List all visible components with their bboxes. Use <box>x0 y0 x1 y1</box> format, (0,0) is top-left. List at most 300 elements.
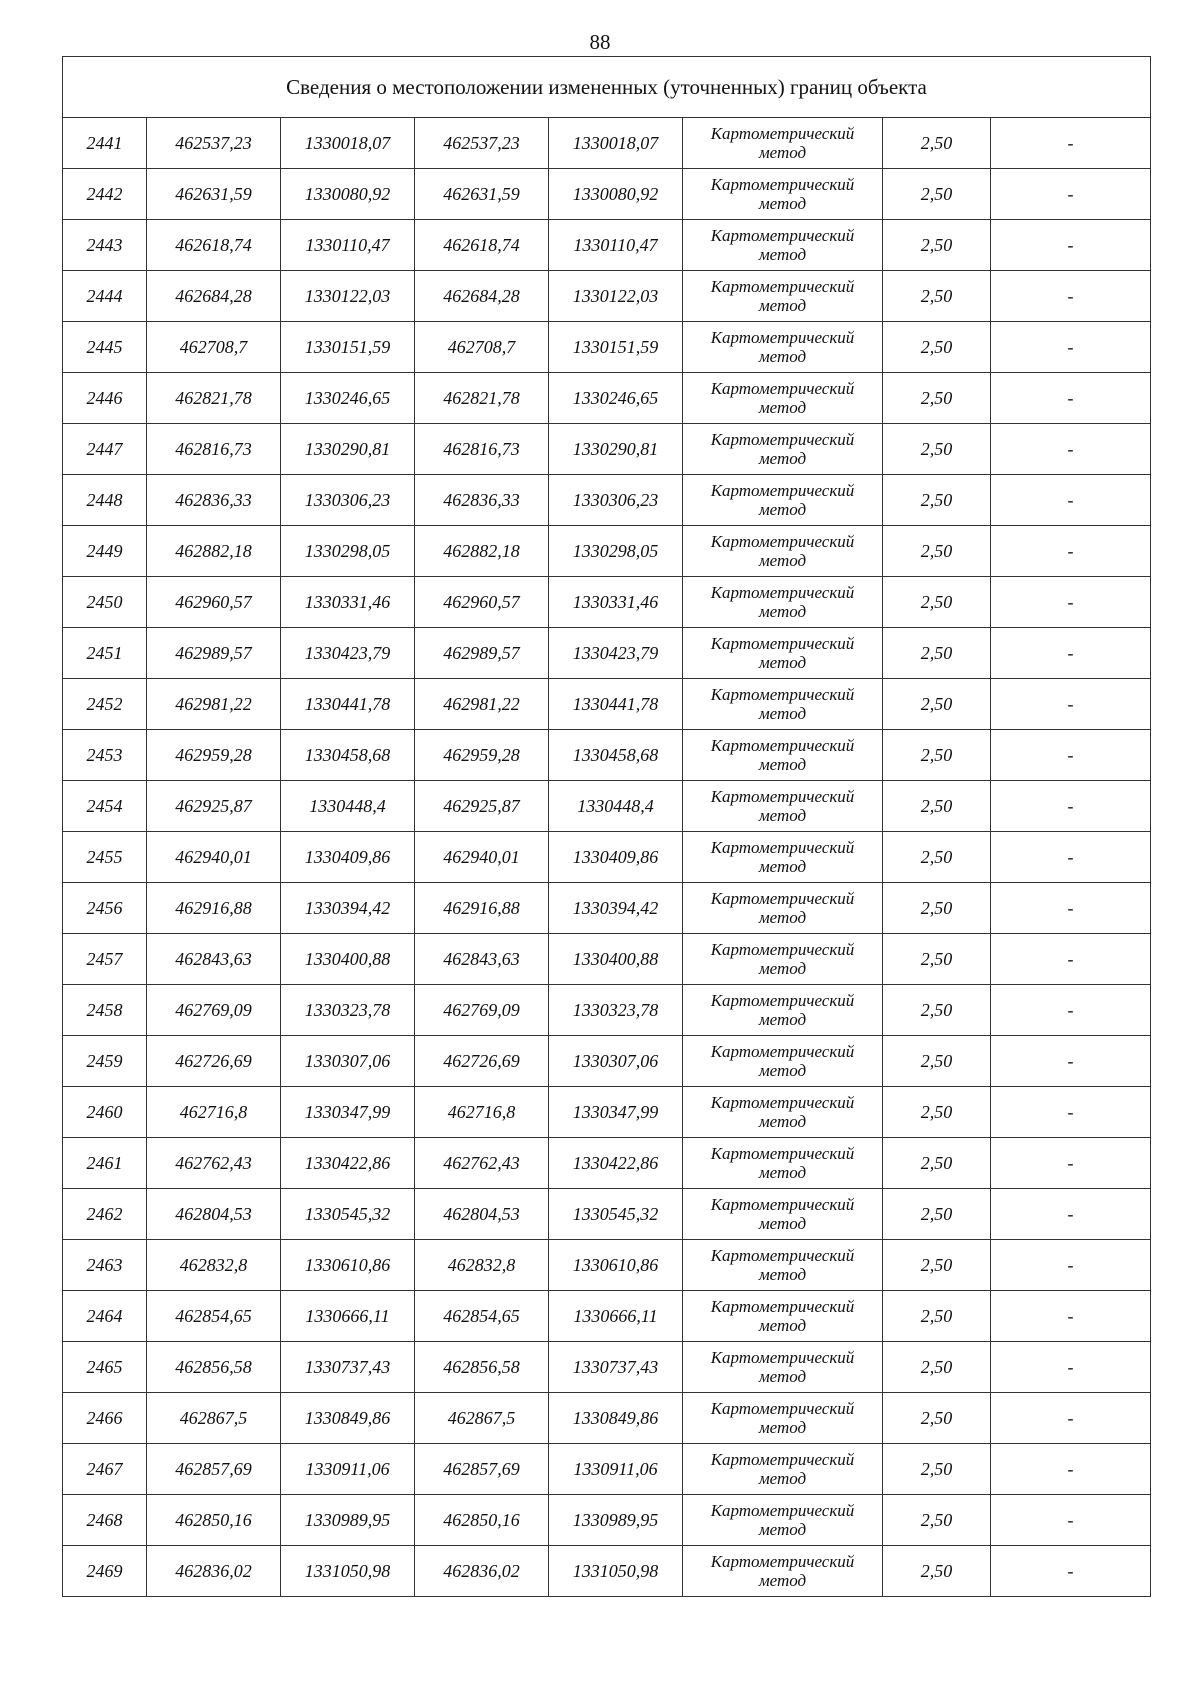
note-cell: - <box>991 1138 1151 1189</box>
refined-x-cell: 462684,28 <box>415 271 549 322</box>
existing-x-cell: 462850,16 <box>147 1495 281 1546</box>
method-cell <box>683 220 883 271</box>
existing-y-cell: 1330448,4 <box>281 781 415 832</box>
existing-y-cell: 1330737,43 <box>281 1342 415 1393</box>
refined-y-cell: 1330423,79 <box>549 628 683 679</box>
table-row <box>63 679 1151 730</box>
method-line-2: метод <box>758 602 807 621</box>
table-row <box>63 424 1151 475</box>
method-cell <box>683 577 883 628</box>
existing-x-cell: 462684,28 <box>147 271 281 322</box>
table-row <box>63 1342 1151 1393</box>
existing-y-cell: 1330080,92 <box>281 169 415 220</box>
table-title: Сведения о местоположении измененных (уточненных) границ объекта <box>63 57 1151 118</box>
method-line-1: Картометрический <box>710 787 855 806</box>
method-line-2: метод <box>758 1520 807 1539</box>
existing-x-cell: 462821,78 <box>147 373 281 424</box>
point-number-cell: 2456 <box>63 883 147 934</box>
table-row <box>63 526 1151 577</box>
method-line-2: метод <box>758 347 807 366</box>
note-cell: - <box>991 1087 1151 1138</box>
point-number-cell: 2454 <box>63 781 147 832</box>
point-number-cell: 2445 <box>63 322 147 373</box>
method-line-2: метод <box>758 704 807 723</box>
refined-y-cell: 1330610,86 <box>549 1240 683 1291</box>
method-cell <box>683 883 883 934</box>
existing-y-cell: 1330422,86 <box>281 1138 415 1189</box>
existing-y-cell: 1330122,03 <box>281 271 415 322</box>
existing-y-cell: 1330290,81 <box>281 424 415 475</box>
refined-x-cell: 462857,69 <box>415 1444 549 1495</box>
refined-y-cell: 1330080,92 <box>549 169 683 220</box>
refined-y-cell: 1330110,47 <box>549 220 683 271</box>
existing-x-cell: 462716,8 <box>147 1087 281 1138</box>
accuracy-cell: 2,50 <box>883 271 991 322</box>
method-cell <box>683 373 883 424</box>
accuracy-cell: 2,50 <box>883 1495 991 1546</box>
existing-x-cell: 462804,53 <box>147 1189 281 1240</box>
method-cell <box>683 832 883 883</box>
refined-x-cell: 462981,22 <box>415 679 549 730</box>
refined-y-cell: 1330545,32 <box>549 1189 683 1240</box>
table-row <box>63 934 1151 985</box>
refined-x-cell: 462850,16 <box>415 1495 549 1546</box>
existing-x-cell: 462816,73 <box>147 424 281 475</box>
accuracy-cell: 2,50 <box>883 832 991 883</box>
method-cell <box>683 475 883 526</box>
existing-y-cell: 1330151,59 <box>281 322 415 373</box>
accuracy-cell: 2,50 <box>883 526 991 577</box>
existing-x-cell: 462769,09 <box>147 985 281 1036</box>
existing-y-cell: 1330246,65 <box>281 373 415 424</box>
table-row <box>63 883 1151 934</box>
point-number-cell: 2442 <box>63 169 147 220</box>
table-row <box>63 322 1151 373</box>
method-line-1: Картометрический <box>710 1297 855 1316</box>
accuracy-cell: 2,50 <box>883 1393 991 1444</box>
point-number-cell: 2453 <box>63 730 147 781</box>
accuracy-cell: 2,50 <box>883 934 991 985</box>
table-row <box>63 781 1151 832</box>
refined-x-cell: 462726,69 <box>415 1036 549 1087</box>
point-number-cell: 2443 <box>63 220 147 271</box>
refined-y-cell: 1330122,03 <box>549 271 683 322</box>
existing-y-cell: 1330610,86 <box>281 1240 415 1291</box>
refined-x-cell: 462856,58 <box>415 1342 549 1393</box>
existing-x-cell: 462631,59 <box>147 169 281 220</box>
refined-x-cell: 462816,73 <box>415 424 549 475</box>
point-number-cell: 2447 <box>63 424 147 475</box>
table-row <box>63 1189 1151 1240</box>
point-number-cell: 2465 <box>63 1342 147 1393</box>
method-line-1: Картометрический <box>710 532 855 551</box>
refined-y-cell: 1330737,43 <box>549 1342 683 1393</box>
method-cell <box>683 934 883 985</box>
existing-x-cell: 462832,8 <box>147 1240 281 1291</box>
method-line-2: метод <box>758 653 807 672</box>
refined-y-cell: 1330323,78 <box>549 985 683 1036</box>
point-number-cell: 2457 <box>63 934 147 985</box>
refined-x-cell: 462821,78 <box>415 373 549 424</box>
method-line-2: метод <box>758 959 807 978</box>
accuracy-cell: 2,50 <box>883 1240 991 1291</box>
method-line-1: Картометрический <box>710 1552 855 1571</box>
method-line-2: метод <box>758 1214 807 1233</box>
refined-y-cell: 1330666,11 <box>549 1291 683 1342</box>
method-line-1: Картометрический <box>710 736 855 755</box>
existing-y-cell: 1330989,95 <box>281 1495 415 1546</box>
point-number-cell: 2461 <box>63 1138 147 1189</box>
point-number-cell: 2459 <box>63 1036 147 1087</box>
method-line-1: Картометрический <box>710 226 855 245</box>
table-row <box>63 832 1151 883</box>
accuracy-cell: 2,50 <box>883 1291 991 1342</box>
point-number-cell: 2463 <box>63 1240 147 1291</box>
method-cell <box>683 781 883 832</box>
point-number-cell: 2441 <box>63 118 147 169</box>
method-line-2: метод <box>758 1265 807 1284</box>
existing-y-cell: 1330323,78 <box>281 985 415 1036</box>
accuracy-cell: 2,50 <box>883 985 991 1036</box>
point-number-cell: 2468 <box>63 1495 147 1546</box>
method-cell <box>683 1189 883 1240</box>
note-cell: - <box>991 322 1151 373</box>
accuracy-cell: 2,50 <box>883 424 991 475</box>
method-cell <box>683 1393 883 1444</box>
method-line-1: Картометрический <box>710 277 855 296</box>
method-line-1: Картометрический <box>710 889 855 908</box>
page-number: 88 <box>589 30 611 54</box>
existing-y-cell: 1330306,23 <box>281 475 415 526</box>
accuracy-cell: 2,50 <box>883 220 991 271</box>
existing-y-cell: 1330307,06 <box>281 1036 415 1087</box>
note-cell: - <box>991 628 1151 679</box>
existing-x-cell: 462708,7 <box>147 322 281 373</box>
refined-y-cell: 1330246,65 <box>549 373 683 424</box>
method-line-1: Картометрический <box>710 1450 855 1469</box>
method-cell <box>683 169 883 220</box>
method-line-2: метод <box>758 551 807 570</box>
method-line-1: Картометрический <box>710 991 855 1010</box>
note-cell: - <box>991 118 1151 169</box>
refined-x-cell: 462762,43 <box>415 1138 549 1189</box>
table-row <box>63 169 1151 220</box>
table-row <box>63 1036 1151 1087</box>
table-row <box>63 577 1151 628</box>
table-row <box>63 118 1151 169</box>
method-line-1: Картометрический <box>710 1144 855 1163</box>
note-cell: - <box>991 1036 1151 1087</box>
refined-x-cell: 462960,57 <box>415 577 549 628</box>
existing-x-cell: 462854,65 <box>147 1291 281 1342</box>
point-number-cell: 2460 <box>63 1087 147 1138</box>
method-cell <box>683 1087 883 1138</box>
method-cell <box>683 1342 883 1393</box>
method-line-1: Картометрический <box>710 940 855 959</box>
method-line-1: Картометрический <box>710 1042 855 1061</box>
method-line-2: метод <box>758 1010 807 1029</box>
method-line-2: метод <box>758 1061 807 1080</box>
table-row <box>63 985 1151 1036</box>
table-row <box>63 1444 1151 1495</box>
refined-y-cell: 1330448,4 <box>549 781 683 832</box>
existing-y-cell: 1330911,06 <box>281 1444 415 1495</box>
method-cell <box>683 1291 883 1342</box>
method-line-1: Картометрический <box>710 685 855 704</box>
method-line-1: Картометрический <box>710 379 855 398</box>
method-line-2: метод <box>758 296 807 315</box>
refined-y-cell: 1330441,78 <box>549 679 683 730</box>
note-cell: - <box>991 220 1151 271</box>
method-line-1: Картометрический <box>710 430 855 449</box>
point-number-cell: 2444 <box>63 271 147 322</box>
method-line-1: Картометрический <box>710 583 855 602</box>
refined-x-cell: 462804,53 <box>415 1189 549 1240</box>
note-cell: - <box>991 832 1151 883</box>
accuracy-cell: 2,50 <box>883 322 991 373</box>
existing-x-cell: 462843,63 <box>147 934 281 985</box>
refined-y-cell: 1330151,59 <box>549 322 683 373</box>
boundary-coordinates-table <box>62 56 1151 1597</box>
method-cell <box>683 1036 883 1087</box>
point-number-cell: 2451 <box>63 628 147 679</box>
refined-x-cell: 462716,8 <box>415 1087 549 1138</box>
point-number-cell: 2446 <box>63 373 147 424</box>
method-cell <box>683 1240 883 1291</box>
existing-x-cell: 462925,87 <box>147 781 281 832</box>
existing-y-cell: 1330110,47 <box>281 220 415 271</box>
existing-y-cell: 1330423,79 <box>281 628 415 679</box>
existing-x-cell: 462618,74 <box>147 220 281 271</box>
existing-y-cell: 1330545,32 <box>281 1189 415 1240</box>
refined-y-cell: 1330394,42 <box>549 883 683 934</box>
note-cell: - <box>991 985 1151 1036</box>
existing-y-cell: 1330400,88 <box>281 934 415 985</box>
accuracy-cell: 2,50 <box>883 577 991 628</box>
method-line-2: метод <box>758 1469 807 1488</box>
refined-x-cell: 462769,09 <box>415 985 549 1036</box>
table-row <box>63 475 1151 526</box>
point-number-cell: 2462 <box>63 1189 147 1240</box>
note-cell: - <box>991 679 1151 730</box>
table-row <box>63 1291 1151 1342</box>
existing-x-cell: 462856,58 <box>147 1342 281 1393</box>
note-cell: - <box>991 1495 1151 1546</box>
existing-y-cell: 1330331,46 <box>281 577 415 628</box>
note-cell: - <box>991 934 1151 985</box>
existing-y-cell: 1330441,78 <box>281 679 415 730</box>
existing-x-cell: 462836,33 <box>147 475 281 526</box>
note-cell: - <box>991 883 1151 934</box>
accuracy-cell: 2,50 <box>883 118 991 169</box>
existing-x-cell: 462726,69 <box>147 1036 281 1087</box>
method-line-1: Картометрический <box>710 328 855 347</box>
method-line-2: метод <box>758 245 807 264</box>
point-number-cell: 2452 <box>63 679 147 730</box>
point-number-cell: 2467 <box>63 1444 147 1495</box>
table-row <box>63 271 1151 322</box>
method-cell <box>683 1495 883 1546</box>
existing-x-cell: 462867,5 <box>147 1393 281 1444</box>
method-cell <box>683 1546 883 1597</box>
method-cell <box>683 1444 883 1495</box>
existing-y-cell: 1330394,42 <box>281 883 415 934</box>
method-line-1: Картометрический <box>710 175 855 194</box>
method-line-2: метод <box>758 194 807 213</box>
note-cell: - <box>991 373 1151 424</box>
accuracy-cell: 2,50 <box>883 169 991 220</box>
point-number-cell: 2449 <box>63 526 147 577</box>
existing-x-cell: 462836,02 <box>147 1546 281 1597</box>
method-line-1: Картометрический <box>710 1348 855 1367</box>
method-cell <box>683 1138 883 1189</box>
note-cell: - <box>991 577 1151 628</box>
table-row <box>63 1393 1151 1444</box>
accuracy-cell: 2,50 <box>883 1189 991 1240</box>
point-number-cell: 2455 <box>63 832 147 883</box>
existing-y-cell: 1330458,68 <box>281 730 415 781</box>
method-line-1: Картометрический <box>710 1093 855 1112</box>
accuracy-cell: 2,50 <box>883 1342 991 1393</box>
refined-x-cell: 462940,01 <box>415 832 549 883</box>
method-cell <box>683 322 883 373</box>
method-cell <box>683 526 883 577</box>
refined-x-cell: 462989,57 <box>415 628 549 679</box>
method-line-1: Картометрический <box>710 1195 855 1214</box>
refined-y-cell: 1330298,05 <box>549 526 683 577</box>
note-cell: - <box>991 475 1151 526</box>
point-number-cell: 2458 <box>63 985 147 1036</box>
note-cell: - <box>991 730 1151 781</box>
method-cell <box>683 628 883 679</box>
method-line-2: метод <box>758 398 807 417</box>
method-line-2: метод <box>758 143 807 162</box>
refined-y-cell: 1330307,06 <box>549 1036 683 1087</box>
accuracy-cell: 2,50 <box>883 373 991 424</box>
method-line-2: метод <box>758 908 807 927</box>
refined-y-cell: 1330400,88 <box>549 934 683 985</box>
method-cell <box>683 985 883 1036</box>
note-cell: - <box>991 1393 1151 1444</box>
note-cell: - <box>991 169 1151 220</box>
existing-y-cell: 1331050,98 <box>281 1546 415 1597</box>
table-header-row <box>63 57 1151 118</box>
refined-x-cell: 462867,5 <box>415 1393 549 1444</box>
existing-y-cell: 1330666,11 <box>281 1291 415 1342</box>
existing-x-cell: 462882,18 <box>147 526 281 577</box>
accuracy-cell: 2,50 <box>883 628 991 679</box>
refined-x-cell: 462708,7 <box>415 322 549 373</box>
note-cell: - <box>991 1240 1151 1291</box>
refined-y-cell: 1330849,86 <box>549 1393 683 1444</box>
existing-x-cell: 462857,69 <box>147 1444 281 1495</box>
existing-y-cell: 1330849,86 <box>281 1393 415 1444</box>
note-cell: - <box>991 424 1151 475</box>
refined-y-cell: 1330422,86 <box>549 1138 683 1189</box>
method-line-2: метод <box>758 1418 807 1437</box>
accuracy-cell: 2,50 <box>883 1546 991 1597</box>
table-row <box>63 730 1151 781</box>
note-cell: - <box>991 526 1151 577</box>
note-cell: - <box>991 1444 1151 1495</box>
table-row <box>63 373 1151 424</box>
method-line-1: Картометрический <box>710 481 855 500</box>
method-cell <box>683 118 883 169</box>
existing-x-cell: 462989,57 <box>147 628 281 679</box>
accuracy-cell: 2,50 <box>883 475 991 526</box>
table-row <box>63 1087 1151 1138</box>
method-line-2: метод <box>758 1112 807 1131</box>
note-cell: - <box>991 271 1151 322</box>
method-line-1: Картометрический <box>710 1501 855 1520</box>
refined-y-cell: 1330458,68 <box>549 730 683 781</box>
point-number-cell: 2448 <box>63 475 147 526</box>
method-cell <box>683 424 883 475</box>
refined-y-cell: 1330347,99 <box>549 1087 683 1138</box>
existing-x-cell: 462959,28 <box>147 730 281 781</box>
existing-x-cell: 462537,23 <box>147 118 281 169</box>
refined-x-cell: 462832,8 <box>415 1240 549 1291</box>
refined-y-cell: 1330306,23 <box>549 475 683 526</box>
accuracy-cell: 2,50 <box>883 679 991 730</box>
method-line-2: метод <box>758 449 807 468</box>
accuracy-cell: 2,50 <box>883 730 991 781</box>
accuracy-cell: 2,50 <box>883 781 991 832</box>
method-line-2: метод <box>758 1367 807 1386</box>
point-number-cell: 2469 <box>63 1546 147 1597</box>
refined-x-cell: 462836,33 <box>415 475 549 526</box>
point-number-cell: 2450 <box>63 577 147 628</box>
table-row <box>63 1495 1151 1546</box>
table-row <box>63 1138 1151 1189</box>
accuracy-cell: 2,50 <box>883 883 991 934</box>
method-line-2: метод <box>758 806 807 825</box>
point-number-cell: 2464 <box>63 1291 147 1342</box>
note-cell: - <box>991 1291 1151 1342</box>
point-number-cell: 2466 <box>63 1393 147 1444</box>
method-line-2: метод <box>758 857 807 876</box>
method-cell <box>683 271 883 322</box>
refined-y-cell: 1330989,95 <box>549 1495 683 1546</box>
note-cell: - <box>991 1189 1151 1240</box>
existing-x-cell: 462960,57 <box>147 577 281 628</box>
refined-x-cell: 462843,63 <box>415 934 549 985</box>
refined-x-cell: 462618,74 <box>415 220 549 271</box>
accuracy-cell: 2,50 <box>883 1444 991 1495</box>
note-cell: - <box>991 1546 1151 1597</box>
existing-x-cell: 462916,88 <box>147 883 281 934</box>
method-line-1: Картометрический <box>710 124 855 143</box>
existing-x-cell: 462762,43 <box>147 1138 281 1189</box>
existing-y-cell: 1330409,86 <box>281 832 415 883</box>
existing-y-cell: 1330018,07 <box>281 118 415 169</box>
method-line-1: Картометрический <box>710 1399 855 1418</box>
refined-y-cell: 1330911,06 <box>549 1444 683 1495</box>
method-line-1: Картометрический <box>710 838 855 857</box>
table-row <box>63 628 1151 679</box>
existing-x-cell: 462981,22 <box>147 679 281 730</box>
method-line-1: Картометрический <box>710 634 855 653</box>
refined-x-cell: 462916,88 <box>415 883 549 934</box>
table-row <box>63 1546 1151 1597</box>
method-line-2: метод <box>758 1316 807 1335</box>
method-cell <box>683 679 883 730</box>
refined-x-cell: 462631,59 <box>415 169 549 220</box>
existing-x-cell: 462940,01 <box>147 832 281 883</box>
refined-x-cell: 462537,23 <box>415 118 549 169</box>
table-row <box>63 220 1151 271</box>
method-line-2: метод <box>758 500 807 519</box>
